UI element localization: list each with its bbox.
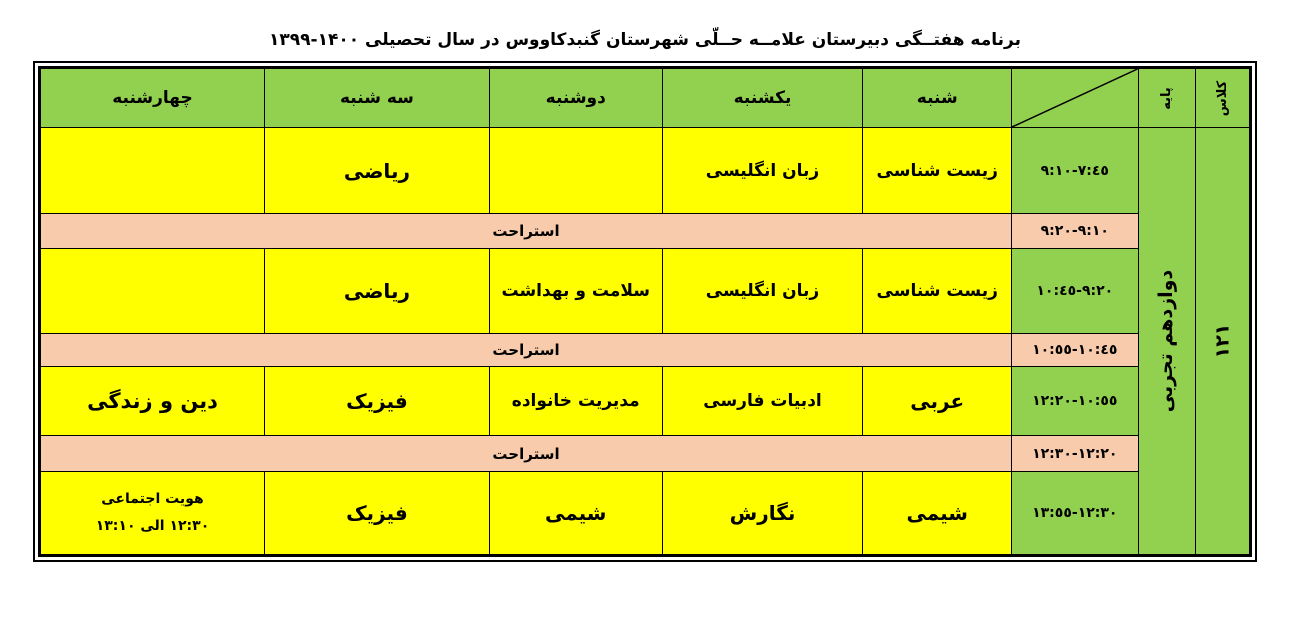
day-header-sunday: یکشنبه <box>662 68 863 128</box>
grade-column-header <box>1138 68 1195 128</box>
subject-wed-1 <box>40 128 265 214</box>
period-row-2 <box>40 249 1251 334</box>
subject-sun-2: زبان انگلیسی <box>662 249 863 334</box>
subject-mon-2: سلامت و بهداشت <box>489 249 662 334</box>
diagonal-divider-icon <box>1012 69 1138 127</box>
schedule-table-frame <box>33 61 1257 562</box>
subject-sun-3: ادبیات فارسی <box>662 367 863 436</box>
time-column-header <box>1012 68 1139 128</box>
subject-tue-2: ریاضی <box>264 249 489 334</box>
day-header-wednesday: چهارشنبه <box>40 68 265 128</box>
subject-wed-4-name: هویت اجتماعی <box>101 491 204 508</box>
time-slot-1: ٧:٤٥-٩:١٠ <box>1012 128 1139 214</box>
class-column-header <box>1195 68 1250 128</box>
subject-tue-1: ریاضی <box>264 128 489 214</box>
subject-wed-4 <box>40 472 265 556</box>
break-row-3 <box>40 436 1251 472</box>
subject-sat-2: زیست شناسی <box>863 249 1012 334</box>
header-row <box>40 68 1251 128</box>
break-time-2: ١٠:٤٥-١٠:٥٥ <box>1012 334 1139 367</box>
class-column-label: کلاس <box>1214 80 1230 116</box>
grade-cell <box>1138 128 1195 556</box>
subject-wed-2 <box>40 249 265 334</box>
period-row-3 <box>40 367 1251 436</box>
class-number: ١٢١ <box>1211 323 1234 359</box>
break-time-1: ٩:١٠-٩:٢٠ <box>1012 214 1139 249</box>
day-header-tuesday: سه شنبه <box>264 68 489 128</box>
break-label-2: استراحت <box>40 334 1012 367</box>
subject-sun-1: زبان انگلیسی <box>662 128 863 214</box>
period-row-1 <box>40 128 1251 214</box>
time-slot-2: ٩:٢٠-١٠:٤٥ <box>1012 249 1139 334</box>
subject-wed-3: دین و زندگی <box>40 367 265 436</box>
break-time-3: ١٢:٢٠-١٢:٣٠ <box>1012 436 1139 472</box>
day-header-monday: دوشنبه <box>489 68 662 128</box>
subject-tue-3: فیزیک <box>264 367 489 436</box>
page-title: برنامه هفتــگی دبیرستان علامــه حــلّی شهرستان گنبدکاووس در سال تحصیلی ۱۴۰۰-۱۳۹۹ <box>268 30 1021 50</box>
subject-wed-4-time: ١٢:٣٠ الی ١٣:١٠ <box>95 518 210 534</box>
class-number-cell <box>1195 128 1250 556</box>
time-slot-3: ١٠:٥٥-١٢:٢٠ <box>1012 367 1139 436</box>
time-slot-4: ١٢:٣٠-١٣:٥٥ <box>1012 472 1139 556</box>
break-label-1: استراحت <box>40 214 1012 249</box>
subject-mon-4: شیمی <box>489 472 662 556</box>
break-row-1 <box>40 214 1251 249</box>
break-label-3: استراحت <box>40 436 1012 472</box>
subject-sun-4: نگارش <box>662 472 863 556</box>
day-header-saturday: شنبه <box>863 68 1012 128</box>
grade-column-label: پایه <box>1159 86 1175 110</box>
subject-tue-4: فیزیک <box>264 472 489 556</box>
subject-sat-3: عربی <box>863 367 1012 436</box>
subject-sat-4: شیمی <box>863 472 1012 556</box>
weekly-schedule-table <box>38 66 1252 557</box>
subject-mon-1 <box>489 128 662 214</box>
break-row-2 <box>40 334 1251 367</box>
period-row-4 <box>40 472 1251 556</box>
grade-name: دوازدهم تجربی <box>1155 269 1178 413</box>
subject-mon-3: مدیریت خانواده <box>489 367 662 436</box>
subject-sat-1: زیست شناسی <box>863 128 1012 214</box>
